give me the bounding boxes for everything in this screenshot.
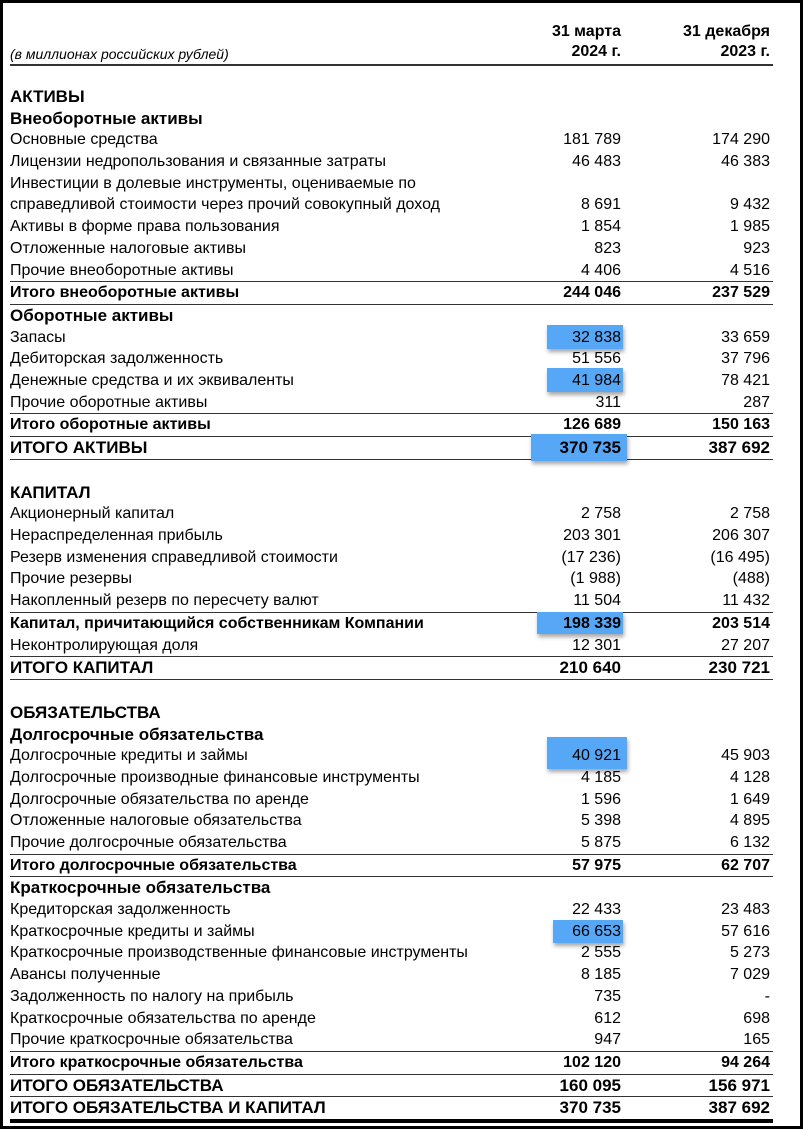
value-mar-2024: 5 875 [580, 834, 621, 851]
row-label: Нераспределенная прибыль [10, 527, 223, 545]
column-header-dec-2023: 31 декабря 2023 г. [683, 23, 770, 60]
row-label: Прочие резервы [10, 570, 132, 588]
spacer [10, 680, 773, 702]
table-row [10, 1029, 773, 1051]
table-row-highlighted [10, 921, 773, 943]
table-row [10, 151, 773, 173]
row-label: Оборотные активы [10, 305, 174, 325]
row-label: Резерв изменения справедливой стоимости [10, 548, 338, 566]
row-label: Запасы [10, 328, 66, 346]
value-mar-2024: 181 789 [563, 131, 621, 149]
value-dec-2023: 11 432 [722, 592, 770, 610]
value-dec-2023: 5 273 [729, 944, 770, 962]
total-row [10, 281, 773, 305]
value-mar-2024: 1 596 [580, 790, 621, 808]
row-label: Итого внеоборотные активы [10, 284, 240, 302]
row-label: Дебиторская задолженность [10, 350, 224, 368]
total-row [10, 612, 773, 635]
value-dec-2023: 923 [743, 239, 770, 257]
table-row [10, 832, 773, 854]
value-dec-2023: 33 659 [721, 328, 770, 346]
value-mar-2024: 5 398 [580, 812, 621, 830]
total-row [10, 1051, 773, 1075]
value-mar-2024: (1 988) [570, 570, 621, 588]
value-dec-2023: 387 692 [708, 438, 770, 457]
value-mar-2024: 22 433 [572, 901, 621, 919]
value-mar-2024: 311 [595, 393, 621, 411]
row-label: Кредиторская задолженность [10, 901, 231, 919]
value-dec-2023: - [764, 987, 770, 1005]
value-mar-2024: 203 301 [563, 527, 621, 545]
value-dec-2023: 45 903 [721, 747, 770, 765]
value-dec-2023: 6 132 [729, 834, 770, 851]
row-label: Краткосрочные обязательства по аренде [10, 1009, 316, 1027]
value-mar-2024: 57 975 [572, 856, 621, 874]
table-header [10, 14, 773, 66]
table-row [10, 942, 773, 964]
row-label: Капитал, причитающийся собственникам Компании [10, 614, 424, 632]
table-row [10, 789, 773, 811]
value-mar-2024: (17 236) [561, 548, 621, 566]
value-dec-2023: 237 529 [712, 284, 770, 302]
table-row [10, 590, 773, 612]
value-dec-2023: 78 421 [721, 371, 770, 389]
row-label: Неконтролирующая доля [10, 636, 199, 654]
value-dec-2023: 57 616 [721, 922, 770, 940]
table-row [10, 348, 773, 370]
table-row-highlighted [10, 745, 773, 767]
value-dec-2023: 156 971 [708, 1075, 770, 1095]
row-label: Итого краткосрочные обязательства [10, 1053, 303, 1071]
value-dec-2023: 94 264 [721, 1053, 770, 1071]
table-row [10, 503, 773, 525]
value-dec-2023: 1 649 [729, 790, 770, 808]
table-row-highlighted [10, 327, 773, 349]
total-row [10, 854, 773, 878]
value-dec-2023: 165 [743, 1031, 770, 1049]
balance-sheet-table [10, 86, 773, 1123]
grand-total-row [10, 656, 773, 680]
value-mar-2024: 823 [594, 239, 621, 257]
value-dec-2023: 698 [743, 1009, 770, 1027]
row-label: Итого оборотные активы [10, 416, 211, 434]
row-label: Инвестиции в долевые инструменты, оцениваемые по [10, 174, 416, 192]
row-label: Краткосрочные кредиты и займы [10, 922, 255, 940]
value-dec-2023: 230 721 [708, 658, 770, 678]
row-label: ИТОГО ОБЯЗАТЕЛЬСТВА [10, 1075, 224, 1095]
row-label: ОБЯЗАТЕЛЬСТВА [10, 702, 161, 722]
row-label: АКТИВЫ [10, 87, 85, 106]
table-row [10, 899, 773, 921]
value-dec-2023: 37 796 [721, 350, 770, 368]
value-dec-2023: 1 985 [729, 218, 770, 236]
value-dec-2023: 387 692 [708, 1098, 770, 1118]
section-heading-assets [10, 86, 773, 108]
row-label: Краткосрочные производственные финансовые инструменты [10, 944, 468, 962]
row-label: Итого долгосрочные обязательства [10, 856, 297, 874]
subsection-heading [10, 877, 773, 899]
row-label: ИТОГО КАПИТАЛ [10, 658, 154, 678]
value-mar-2024: 735 [594, 987, 621, 1005]
row-label: Долгосрочные обязательства [10, 724, 264, 744]
value-dec-2023: 287 [743, 393, 770, 411]
value-mar-2024: 2 555 [580, 944, 621, 962]
row-label: Прочие оборотные активы [10, 393, 208, 411]
row-label: КАПИТАЛ [10, 482, 91, 502]
table-row [10, 525, 773, 547]
value-dec-2023: 23 483 [721, 901, 770, 919]
row-label: Отложенные налоговые активы [10, 239, 246, 257]
row-label: Долгосрочные кредиты и займы [10, 747, 248, 765]
value-mar-2024: 51 556 [572, 350, 621, 368]
subsection-heading [10, 724, 773, 746]
table-row [10, 129, 773, 151]
table-row [10, 568, 773, 590]
grand-total-row [10, 1097, 773, 1123]
table-row [10, 964, 773, 986]
value-mar-2024: 66 653 [572, 922, 621, 940]
value-mar-2024: 8 691 [580, 196, 621, 214]
value-dec-2023: (16 495) [710, 548, 770, 566]
value-mar-2024: 1 854 [580, 218, 621, 236]
row-label: Акционерный капитал [10, 505, 175, 523]
table-row [10, 1008, 773, 1030]
value-mar-2024: 11 504 [573, 592, 621, 610]
value-mar-2024: 198 339 [563, 614, 621, 632]
row-label: Внеоборотные активы [10, 108, 203, 128]
row-label: Долгосрочные производные финансовые инструменты [10, 768, 420, 786]
row-label: Краткосрочные обязательства [10, 878, 271, 898]
value-mar-2024: 12 301 [572, 636, 621, 654]
table-row [10, 986, 773, 1008]
subsection-heading [10, 108, 773, 130]
value-mar-2024: 8 185 [580, 966, 621, 984]
row-label: ИТОГО ОБЯЗАТЕЛЬСТВА И КАПИТАЛ [10, 1098, 326, 1118]
table-row [10, 194, 773, 216]
table-row [10, 810, 773, 832]
value-dec-2023: 206 307 [712, 527, 770, 545]
value-mar-2024: 4 406 [580, 261, 621, 279]
value-dec-2023: 62 707 [721, 856, 770, 874]
table-row [10, 635, 773, 657]
units-note: (в миллионах российских рублей) [10, 46, 229, 62]
value-mar-2024: 32 838 [572, 328, 621, 346]
table-row [10, 767, 773, 789]
column-header-mar-2024: 31 марта 2024 г. [551, 23, 621, 60]
table-row [10, 260, 773, 282]
value-dec-2023: 27 207 [721, 636, 770, 654]
row-label: ИТОГО АКТИВЫ [10, 438, 148, 457]
row-label: Активы в форме права пользования [10, 218, 280, 236]
section-heading-capital [10, 482, 773, 504]
value-dec-2023: 4 516 [729, 261, 770, 279]
row-label: Долгосрочные обязательства по аренде [10, 790, 309, 808]
row-label: Прочие долгосрочные обязательства [10, 834, 287, 851]
row-label: Накопленный резерв по пересчету валют [10, 592, 319, 610]
value-dec-2023: 203 514 [712, 614, 770, 632]
row-label: Лицензии недропользования и связанные затраты [10, 153, 386, 171]
table-row [10, 547, 773, 569]
value-dec-2023: 174 290 [712, 131, 770, 149]
grand-total-row [10, 437, 773, 460]
grand-total-row [10, 1075, 773, 1098]
total-row [10, 413, 773, 437]
table-row [10, 392, 773, 414]
value-mar-2024: 612 [594, 1009, 621, 1027]
value-dec-2023: 2 758 [729, 505, 770, 523]
row-label: Денежные средства и их эквиваленты [10, 371, 294, 389]
value-mar-2024: 210 640 [559, 658, 621, 678]
value-mar-2024: 370 735 [559, 1098, 621, 1118]
spacer [10, 460, 773, 482]
row-label: Прочие внеоборотные активы [10, 261, 234, 279]
value-dec-2023: 7 029 [729, 966, 770, 984]
section-heading-liabilities [10, 702, 773, 724]
row-label: Задолженность по налогу на прибыль [10, 987, 294, 1005]
subsection-heading [10, 305, 773, 327]
table-row [10, 238, 773, 260]
value-mar-2024: 46 483 [572, 153, 621, 171]
value-mar-2024: 4 185 [580, 768, 621, 786]
value-mar-2024: 370 735 [559, 438, 621, 457]
value-dec-2023: 150 163 [712, 416, 770, 434]
value-mar-2024: 2 758 [580, 505, 621, 523]
table-row [10, 216, 773, 238]
value-dec-2023: 4 128 [729, 768, 770, 786]
value-mar-2024: 947 [594, 1031, 621, 1049]
row-label: Отложенные налоговые обязательства [10, 812, 302, 830]
value-dec-2023: 46 383 [721, 153, 770, 171]
value-mar-2024: 40 921 [572, 747, 621, 765]
value-dec-2023: 4 895 [729, 812, 770, 830]
value-mar-2024: 126 689 [563, 416, 621, 434]
value-dec-2023: 9 432 [729, 196, 770, 214]
value-mar-2024: 102 120 [563, 1053, 621, 1071]
row-label: Основные средства [10, 131, 158, 149]
row-label: справедливой стоимости через прочий совокупный доход [10, 196, 440, 214]
table-row [10, 173, 773, 195]
table-row-highlighted [10, 370, 773, 392]
row-label: Прочие краткосрочные обязательства [10, 1031, 293, 1049]
value-dec-2023: (488) [732, 570, 770, 588]
value-mar-2024: 41 984 [572, 371, 621, 389]
row-label: Авансы полученные [10, 966, 161, 984]
value-mar-2024: 160 095 [559, 1075, 621, 1095]
value-mar-2024: 244 046 [563, 284, 621, 302]
